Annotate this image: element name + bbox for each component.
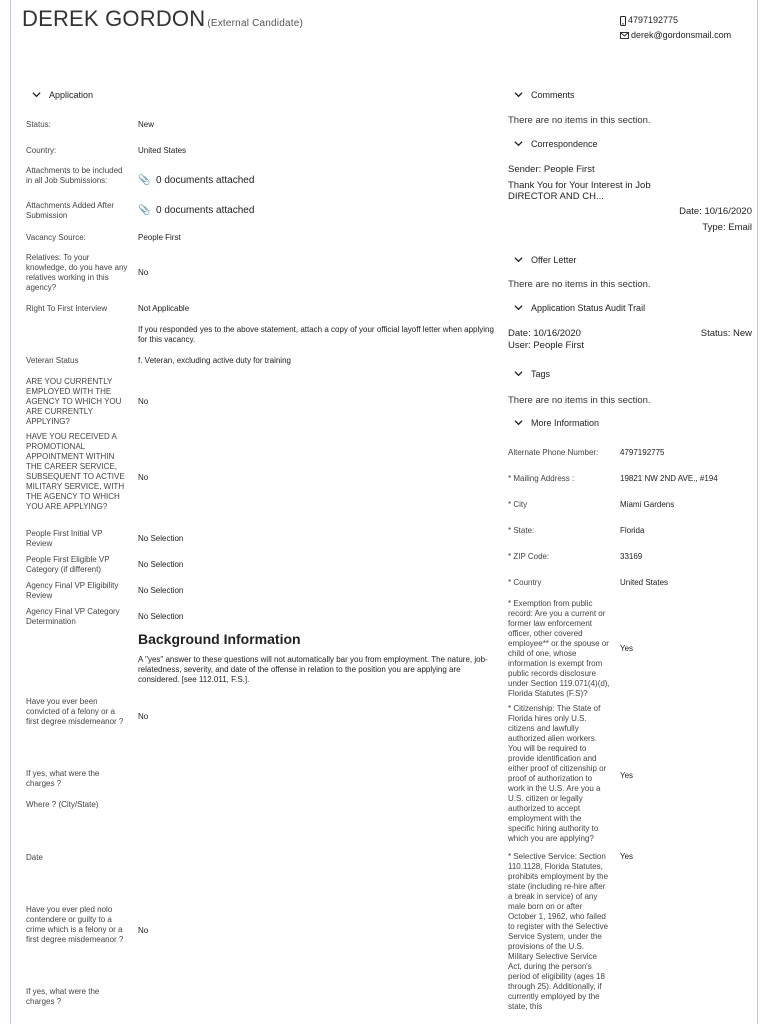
more-info-country-label: * Country bbox=[508, 578, 542, 587]
correspondence-type: Type: Email bbox=[702, 222, 752, 233]
veteran-status-value: f. Veteran, excluding active duty for training bbox=[138, 356, 291, 365]
correspondence-date: Date: 10/16/2020 bbox=[679, 206, 752, 217]
date-label: Date bbox=[26, 853, 43, 862]
agency-category-label: Agency Final VP Category Determination bbox=[26, 607, 120, 626]
section-title: Offer Letter bbox=[531, 255, 577, 265]
envelope-icon bbox=[620, 32, 629, 39]
background-note: A "yes" answer to these questions will not automatically bar you from employment. The nature, job-relatedness, severity, and date of the offense in relation to the position you are applying are considered. [see 112.011, F.S.]. bbox=[138, 655, 488, 684]
audit-trail-user: User: People First bbox=[508, 340, 585, 351]
vacancy-source-label: Vacancy Source: bbox=[26, 233, 86, 242]
felony-label: Have you ever been convicted of a felony or a first degree misdemeanor ? bbox=[26, 697, 124, 726]
mailing-address-label: * Mailing Address : bbox=[508, 474, 575, 483]
section-toggle-audit-trail[interactable] bbox=[514, 303, 645, 313]
paperclip-icon: 📎 bbox=[138, 175, 151, 186]
charges-label: If yes, what were the charges ? bbox=[26, 769, 100, 788]
pf-initial-vp-label: People First Initial VP Review bbox=[26, 529, 103, 548]
exemption-label: * Exemption from public record: Are you a current or former law enforcement officer, other covered employee** or the spouse or child of one, whose information is exempt from public records disclosure under Section 119.071(4)(d), Florida Statutes (F.S)? bbox=[508, 599, 610, 698]
pf-eligible-vp-label: People First Eligible VP Category (if different) bbox=[26, 555, 110, 574]
right-to-interview-value: Not Applicable bbox=[138, 304, 190, 313]
pf-eligible-vp-value: No Selection bbox=[138, 560, 184, 569]
state-label: * State: bbox=[508, 526, 535, 535]
zip-code-label: * ZIP Code: bbox=[508, 552, 550, 561]
status-value: New bbox=[138, 120, 155, 129]
section-toggle-application[interactable] bbox=[32, 90, 93, 100]
section-toggle-offer-letter[interactable] bbox=[514, 255, 576, 265]
layoff-letter-note: If you responded yes to the above statement, attach a copy of your official layoff letter when applying for this vacancy. bbox=[138, 325, 494, 344]
audit-trail-date: Date: 10/16/2020 bbox=[508, 328, 581, 339]
offer-letter-empty-text: There are no items in this section. bbox=[508, 279, 651, 290]
correspondence-sender: Sender: People First bbox=[508, 164, 595, 175]
chevron-down-icon bbox=[514, 369, 523, 378]
relatives-label: Relatives: To your knowledge, do you have any relatives working in this agency? bbox=[26, 253, 128, 292]
alt-phone-value: 4797192775 bbox=[620, 448, 665, 457]
more-info-country-value: United States bbox=[620, 578, 669, 587]
section-title: More Information bbox=[531, 418, 600, 428]
promotional-appointment-value: No bbox=[138, 473, 149, 482]
chevron-down-icon bbox=[514, 90, 523, 99]
attachments-all-link[interactable]: 📎 0 documents attached bbox=[138, 175, 255, 186]
currently-employed-value: No bbox=[138, 397, 149, 406]
veteran-status-label: Veteran Status bbox=[26, 356, 79, 365]
nolo-contendere-label: Have you ever pled nolo contendere or guilty to a crime which is a felony or a first degree misdemeanor ? bbox=[26, 905, 124, 944]
citizenship-value: Yes bbox=[620, 771, 634, 780]
section-title: Tags bbox=[531, 369, 551, 379]
attachments-all-label: Attachments to be included in all Job Submissions: bbox=[26, 166, 123, 185]
promotional-appointment-label: HAVE YOU RECEIVED A PROMOTIONAL APPOINTMENT WITHIN THE CAREER SERVICE, SUBSEQUENT TO ACTIVE MILITARY SERVICE, WITH THE AGENCY TO WHICH YOU ARE APPLYING? bbox=[26, 432, 125, 511]
chevron-down-icon bbox=[514, 139, 523, 148]
correspondence-subject-line2: DIRECTOR AND CH... bbox=[508, 191, 604, 202]
audit-trail-status: Status: New bbox=[700, 328, 752, 339]
section-toggle-tags[interactable] bbox=[514, 369, 550, 379]
chevron-down-icon bbox=[514, 255, 523, 264]
section-toggle-more-information[interactable] bbox=[514, 418, 599, 428]
currently-employed-label: ARE YOU CURRENTLY EMPLOYED WITH THE AGENCY TO WHICH YOU ARE CURRENTLY APPLYING? bbox=[26, 377, 122, 426]
section-title: Application Status Audit Trail bbox=[531, 303, 646, 313]
alt-phone-label: Alternate Phone Number: bbox=[508, 448, 599, 457]
where-label: Where ? (City/State) bbox=[26, 800, 99, 809]
section-toggle-comments[interactable] bbox=[514, 90, 575, 100]
country-value: United States bbox=[138, 146, 187, 155]
citizenship-label: * Citizenship: The State of Florida hires only U.S. citizens and lawfully authorized alien workers. You will be required to provide identification and either proof of citizenship or proof of authorization to work in the U.S. Are you a U.S. citizen or legally authorized to accept employment with the specific hiring authority to which you are applying? bbox=[508, 704, 607, 843]
nolo-contendere-value: No bbox=[138, 926, 149, 935]
tags-empty-text: There are no items in this section. bbox=[508, 395, 651, 406]
background-heading: Background Information bbox=[138, 631, 301, 647]
chevron-down-icon bbox=[32, 90, 41, 99]
country-label: Country: bbox=[26, 146, 57, 155]
attachments-after-link[interactable]: 📎 0 documents attached bbox=[138, 205, 255, 216]
agency-category-value: No Selection bbox=[138, 612, 184, 621]
chevron-down-icon bbox=[514, 303, 523, 312]
mailing-address-value: 19821 NW 2ND AVE., #194 bbox=[620, 474, 718, 483]
section-title: Application bbox=[49, 90, 94, 100]
correspondence-subject[interactable] bbox=[508, 180, 651, 202]
section-toggle-correspondence[interactable] bbox=[514, 139, 598, 149]
city-label: * City bbox=[508, 500, 528, 509]
paperclip-icon: 📎 bbox=[138, 205, 151, 216]
status-label: Status: bbox=[26, 120, 51, 129]
correspondence-subject-line1: Thank You for Your Interest in Job bbox=[508, 180, 651, 191]
section-title: Correspondence bbox=[531, 139, 598, 149]
selective-service-value: Yes bbox=[620, 852, 634, 861]
comments-empty-text: There are no items in this section. bbox=[508, 115, 651, 126]
mobile-phone-icon bbox=[620, 16, 626, 26]
right-to-interview-label: Right To First Interview bbox=[26, 304, 108, 313]
state-value: Florida bbox=[620, 526, 645, 535]
candidate-email[interactable]: derek@gordonsmail.com bbox=[620, 30, 731, 40]
pf-initial-vp-value: No Selection bbox=[138, 534, 184, 543]
zip-code-value: 33169 bbox=[620, 552, 643, 561]
candidate-phone[interactable]: 4797192775 bbox=[620, 15, 678, 26]
selective-service-label: * Selective Service: Section 110.1128, Florida Statutes, prohibits employment by the state (including re-hire after a break in service) of any male born on or after October 1, 1962, who failed to register with the Selective Service System, under the provisions of the U.S. Military Selective Service Act, during the person's period of eligibility (ages 18 through 25). Additionally, if currently employed by the state, this bbox=[508, 852, 609, 1011]
section-title: Comments bbox=[531, 90, 575, 100]
candidate-type-tag: (External Candidate) bbox=[207, 18, 304, 29]
attachments-after-label: Attachments Added After Submission bbox=[26, 201, 115, 220]
vacancy-source-value: People First bbox=[138, 233, 181, 242]
candidate-name: DEREK GORDON (External Candidate) bbox=[22, 6, 304, 31]
city-value: Miami Gardens bbox=[620, 500, 675, 509]
charges-2-label: If yes, what were the charges ? bbox=[26, 987, 100, 1006]
chevron-down-icon bbox=[514, 418, 523, 427]
relatives-value: No bbox=[138, 268, 149, 277]
agency-eligibility-label: Agency Final VP Eligibility Review bbox=[26, 581, 119, 600]
felony-value: No bbox=[138, 712, 149, 721]
agency-eligibility-value: No Selection bbox=[138, 586, 184, 595]
exemption-value: Yes bbox=[620, 644, 634, 653]
